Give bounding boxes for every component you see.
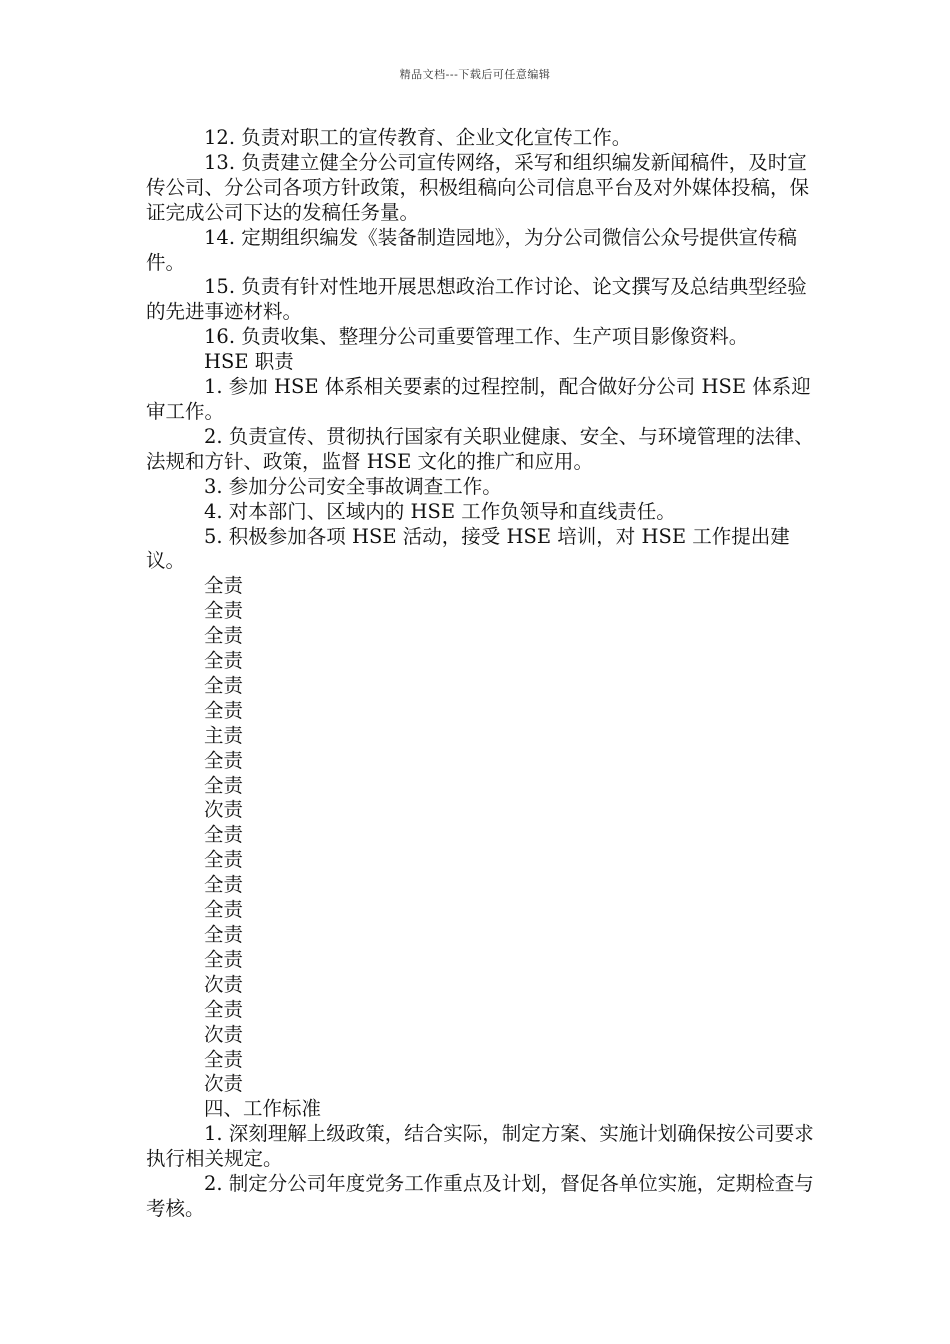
page-header: 精品文档---下载后可任意编辑: [399, 68, 551, 81]
responsibility-item: 全责: [204, 649, 244, 673]
responsibility-item: 全责: [204, 748, 244, 772]
responsibility-list: [146, 574, 816, 1097]
hse-item-3: 3. 参加分公司安全事故调查工作。: [204, 474, 502, 498]
hse-item-5: 5. 积极参加各项 HSE 活动，接受 HSE 培训，对 HSE 工作提出建议。: [146, 524, 790, 573]
responsibility-item: 全责: [204, 773, 244, 797]
responsibility-item: 次责: [204, 1072, 244, 1096]
hse-item-4: 4. 对本部门、区域内的 HSE 工作负领导和直线责任。: [204, 499, 676, 523]
responsibility-item: 全责: [204, 923, 244, 946]
responsibility-item: 全责: [204, 898, 244, 922]
hse-item-2: 2. 负责宣传、贯彻执行国家有关职业健康、安全、与环境管理的法律、法规和方针、政策，监督 HSE 文化的推广和应用。: [146, 424, 814, 473]
responsibility-item: 全责: [204, 574, 244, 598]
paragraph-14: 14. 定期组织编发《装备制造园地》，为分公司微信公众号提供宣传稿件。: [146, 225, 797, 274]
responsibility-item: 次责: [204, 1022, 244, 1046]
hse-section-title: HSE 职责: [204, 350, 294, 374]
responsibility-item: 全责: [204, 997, 244, 1021]
responsibility-item: 全责: [204, 947, 244, 971]
responsibility-item: 次责: [204, 972, 244, 996]
responsibility-item: 全责: [204, 823, 244, 847]
standards-item-2: 2. 制定分公司年度党务工作重点及计划，督促各单位实施，定期检查与考核。: [146, 1172, 814, 1220]
paragraph-16: 16. 负责收集、整理分公司重要管理工作、生产项目影像资料。: [204, 325, 749, 349]
responsibility-item: 全责: [204, 599, 244, 623]
paragraph-12: 12. 负责对职工的宣传教育、企业文化宣传工作。: [204, 126, 632, 149]
responsibility-item: 全责: [204, 848, 244, 872]
document-body: [146, 126, 816, 1222]
paragraph-13: 13. 负责建立健全分公司宣传网络，采写和组织编发新闻稿件，及时宣传公司、分公司各项方针政策，积极组稿向公司信息平台及对外媒体投稿，保证完成公司下达的发稿任务量。: [146, 150, 810, 224]
responsibility-item: 全责: [204, 873, 244, 897]
responsibility-item: 次责: [204, 798, 244, 822]
hse-item-1: 1. 参加 HSE 体系相关要素的过程控制，配合做好分公司 HSE 体系迎审工作。: [146, 375, 811, 423]
responsibility-item: 全责: [204, 673, 244, 697]
standards-section-title: 四、工作标准: [204, 1097, 322, 1121]
standards-item-1: 1. 深刻理解上级政策，结合实际，制定方案、实施计划确保按公司要求执行相关规定。: [146, 1122, 814, 1171]
paragraph-15: 15. 负责有针对性地开展思想政治工作讨论、论文撰写及总结典型经验的先进事迹材料。: [146, 275, 807, 324]
responsibility-item: 全责: [204, 698, 244, 722]
responsibility-item: 全责: [204, 624, 244, 648]
responsibility-item: 主责: [204, 723, 244, 747]
responsibility-item: 全责: [204, 1047, 244, 1071]
